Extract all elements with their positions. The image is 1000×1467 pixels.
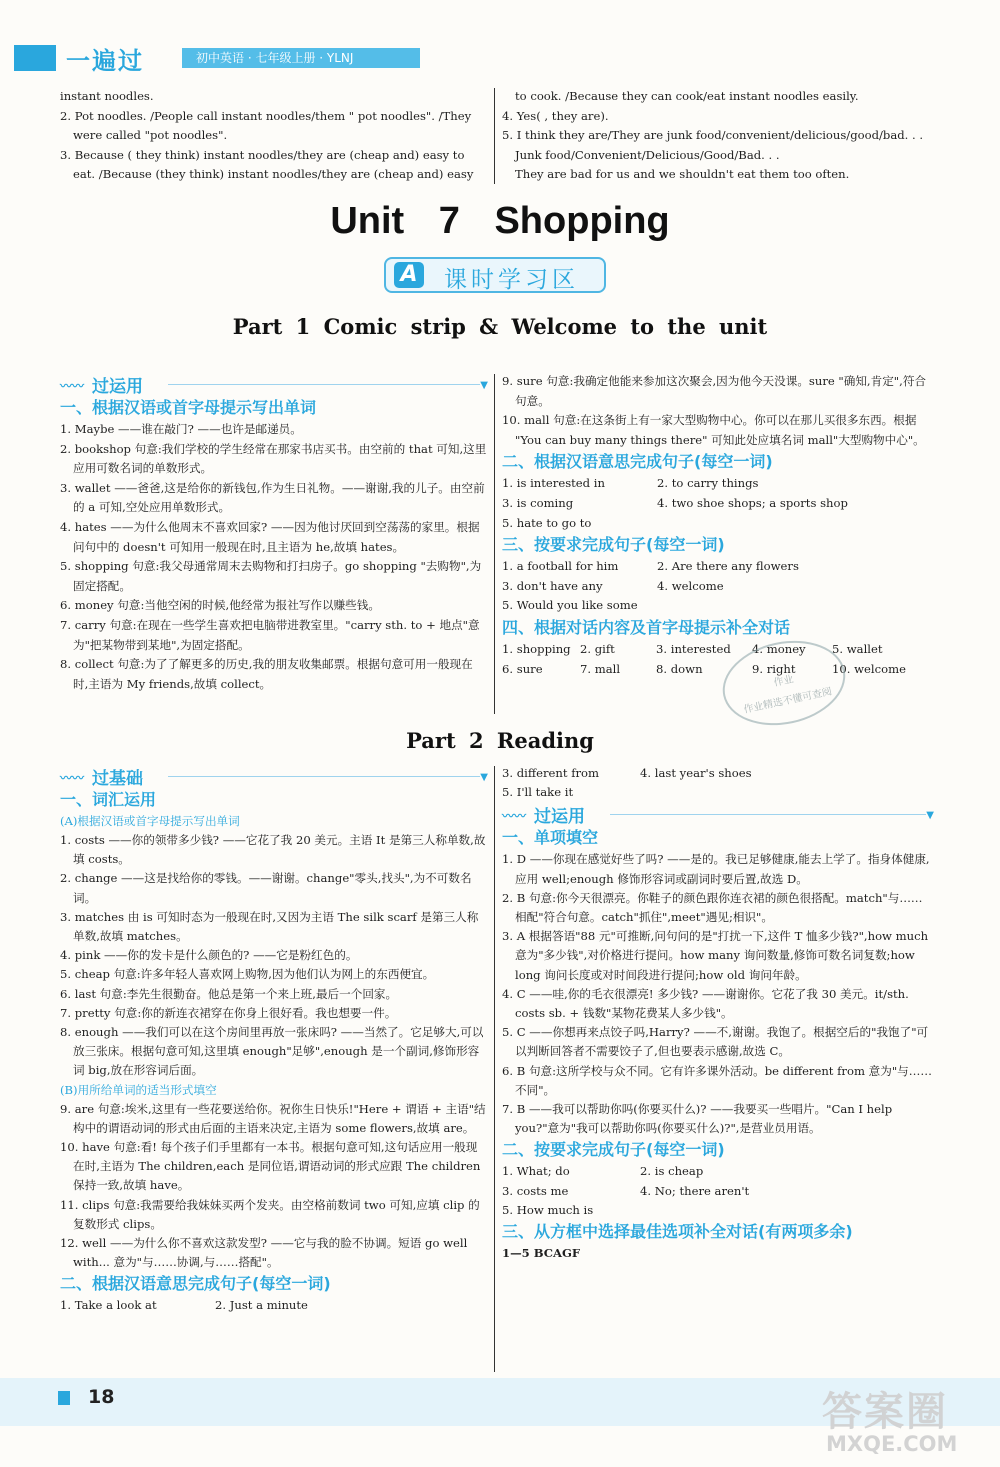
answer-cell: 5. wallet [832,641,883,656]
answer-cell: 5. hate to go to [502,515,592,530]
header-color-block [14,45,56,71]
answer-item: 3. A 根据答语"88 元"可推断,问句问的是"打扰一下,这件 T 恤多少钱?",how much 意为"多少钱",对价格进行提问。how many 询问数量,修饰可数名词复数;how long 询问长度或对时间段进行提问;how old 询问年龄。 [502,929,929,982]
exercise-heading: 二、根据汉语意思完成句子(每空一词) [502,452,773,472]
chevron-down-icon: ▼ [480,380,488,391]
site-watermark [822,1380,992,1460]
answer-line: 2. Pot noodles. /People call instant noodles/them " pot noodles". /They were called "pot noodles". [60,108,472,143]
answer-cell: 6. sure [502,661,543,676]
exercise-heading: 三、从方框中选择最佳选项补全对话(有两项多余) [502,1222,853,1242]
answer-cell: 1. What; do [502,1164,570,1179]
section-badge [384,257,606,293]
answer-row [502,1201,934,1220]
answer-item: 3. matches 由 is 可知时态为一般现在时,又因为主语 The silk scarf 是第三人称单数,故填 matches。 [60,909,479,944]
answer-line: to cook. /Because they can cook/eat instant noodles easily. [515,89,859,103]
exercise-subheading: (A)根据汉语或首字母提示写出单词 [60,814,240,828]
part1-left-column [60,372,488,694]
answer-item: 12. well ——为什么你不喜欢这款发型? ——它与我的脸不协调。短语 go well with... 意为"与……协调,与……搭配"。 [60,1236,468,1270]
answer-row [502,577,934,597]
exercise-subheading: (B)用所给单词的适当形式填空 [60,1082,217,1097]
exercise-heading: 二、按要求完成句子(每空一词) [502,1140,725,1160]
answer-cell: 2. is cheap [640,1164,704,1179]
answer-cell: 3. different from [502,766,599,780]
answer-cell: 4. money [752,641,806,656]
unit-title: Unit 7 Shopping [330,200,670,242]
page-number: 18 [88,1386,115,1408]
answer-row [502,764,934,783]
part1-right-column [502,372,934,679]
answer-row [502,660,934,680]
answer-cell: 10. welcome [832,661,906,676]
answer-cell: 2. gift [580,641,615,656]
exercise-heading: 一、根据汉语或首字母提示写出单词 [60,398,317,417]
answer-item: 3. wallet ——爸爸,这是给你的新钱包,作为生日礼物。——谢谢,我的儿子。由空前的 a 可知,空处应用单数形式。 [60,480,485,515]
header-bar [14,45,420,75]
divider-line [168,384,480,385]
answer-row [502,474,934,494]
watermark-logo-text: 答案圈 [822,1389,948,1435]
column-divider [494,374,495,714]
answer-line: instant noodles. [60,89,154,103]
exercise-heading: 四、根据对话内容及首字母提示补全对话 [502,617,791,637]
wave-icon: 〰〰 [60,771,85,785]
answer-cell: 1. Take a look at [60,1298,157,1313]
answer-row [502,494,934,514]
answer-row [502,514,934,534]
part1-title: Part 1 Comic strip & Welcome to the unit [232,314,768,339]
answer-cell: 4. No; there aren't [640,1183,750,1198]
section-title: 过运用 [534,807,585,828]
answer-cell: 1. shopping [502,641,571,656]
answer-item: 7. carry 句意:在现在一些学生喜欢把电脑带进教室里。"carry sth. to + 地点"意为"把某物带到某地",为固定搭配。 [60,617,480,652]
answer-item: 6. last 句意:李先生很勤奋。他总是第一个来上班,最后一个回家。 [60,986,398,1001]
practice-section-head [502,802,934,826]
answer-item: 5. cheap 句意:许多年轻人喜欢网上购物,因为他们认为网上的东西便宜。 [60,967,435,982]
top-right-continuation [502,87,934,185]
answer-item: 2. bookshop 句意:我们学校的学生经常在那家书店买书。由空前的 that 可知,这里应用可数名词的单数形式。 [60,441,487,476]
exercise-heading: 二、根据汉语意思完成句子(每空一词) [60,1274,331,1294]
answer-row [502,783,934,802]
answer-cell: 2. Just a minute [215,1298,308,1313]
answer-item: 1. Maybe ——谁在敲门? ——也许是邮递员。 [60,422,302,436]
answer-item: 1—5 BCAGF [502,1246,581,1261]
answer-cell: 4. two shoe shops; a sports shop [657,495,848,510]
answer-item: 7. pretty 句意:你的新连衣裙穿在你身上很好看。我也想要一件。 [60,1005,397,1020]
section-title: 过基础 [92,769,143,789]
top-left-continuation [60,87,488,185]
badge-letter: A [394,262,424,288]
chevron-down-icon: ▼ [926,810,934,822]
part2-left-column [60,764,488,1316]
wave-icon: 〰〰 [60,379,85,393]
answer-cell: 7. mall [580,661,621,676]
answer-cell: 4. welcome [657,578,724,593]
answer-item: 4. pink ——你的发卡是什么颜色的? ——它是粉红色的。 [60,948,358,963]
answer-cell: 1. is interested in [502,476,605,491]
answer-item: 8. enough ——我们可以在这个房间里再放一张床吗? ——当然了。它足够大,可以放三张床。根据句意可知,这里填 enough"足够",enough 是一个副词,修饰形容词 big,放在形容词后面。 [60,1025,484,1078]
answer-cell: 3. interested [656,641,731,656]
answer-item: 8. collect 句意:为了了解更多的历史,我的朋友收集邮票。根据句意可用一般现在时,主语为 My friends,故填 collect。 [60,657,473,691]
divider-line [610,814,926,815]
column-divider [494,88,495,184]
answer-line: 5. I think they are/They are junk food/convenient/delicious/good/bad. . . [502,128,924,143]
answer-item: 4. hates ——为什么他周末不喜欢回家? ——因为他讨厌回到空荡荡的家里。根据问句中的 doesn't 可知用一般现在时,且主语为 he,故填 hates。 [60,519,480,554]
column-divider [494,766,495,1372]
brand-logo: 一遍过 [66,47,144,75]
answer-cell: 1. a football for him [502,559,619,574]
answer-item: 4. C ——哇,你的毛衣很漂亮! 多少钱? ——谢谢你。它花了我 30 美元。it/sth. costs sb. + 钱数"某物花费某人多少钱"。 [502,986,909,1021]
answer-cell: 2. Are there any flowers [657,559,799,574]
answer-row [60,1296,488,1315]
answer-item: 2. change ——这是找给你的零钱。——谢谢。change"零头,找头",为不可数名词。 [60,871,472,905]
answer-line: 3. Because ( they think) instant noodles/they are (cheap and) easy to eat. /Because (they think) instant noodles/they are (cheap and) easy [60,147,474,182]
chevron-down-icon: ▼ [480,772,488,783]
answer-cell: 3. don't have any [502,578,603,593]
stamp-text: 作业 [772,674,795,689]
answer-item: 7. B ——我可以帮助你吗(你要买什么)? ——我要买一些唱片。"Can I help you?"意为"我可以帮助你吗(你要买什么)?",是营业员用语。 [502,1102,893,1136]
answer-line: 4. Yes( , they are). [502,108,609,123]
answer-line: They are bad for us and we shouldn't eat them too often. [515,167,850,182]
answer-item: 9. are 句意:埃米,这里有一些花要送给你。祝你生日快乐!"Here + 谓语 + 主语"结构中的谓语动词的形式由后面的主语来决定,主语为 some flowers,故填 are。 [60,1101,486,1135]
answer-item: 10. mall 句意:在这条街上有一家大型购物中心。你可以在那儿买很多东西。根据 "You can buy many things there" 可知此处应填名词 mall"大型购物中心"。 [502,413,925,447]
answer-item: 6. money 句意:当他空闲的时候,他经常为报社写作以赚些钱。 [60,598,380,613]
part2-right-column [502,764,934,1263]
badge-text: 课时学习区 [444,267,579,293]
answer-row [502,557,934,577]
watermark-url: MXQE.COM [826,1432,958,1456]
header-subtitle: 初中英语 · 七年级上册 · YLNJ [182,48,420,68]
exercise-heading: 一、单项填空 [502,828,599,848]
answer-cell: 9. right [752,661,796,676]
answer-cell: 5. How much is [502,1202,594,1217]
answer-cell: 2. to carry things [657,476,759,491]
answer-cell: 3. is coming [502,495,574,510]
answer-item: 1. costs ——你的领带多少钱? ——它花了我 20 美元。主语 It 是第三人称单数,故填 costs。 [60,833,486,867]
wave-icon: 〰〰 [502,809,527,824]
answer-item: 9. sure 句意:我确定他能来参加这次聚会,因为他今天没课。sure "确知,肯定",符合句意。 [502,374,927,408]
answer-cell: 4. last year's shoes [640,766,752,780]
section-title: 过运用 [92,377,143,397]
practice-section-head [60,372,488,396]
answer-item: 11. clips 句意:我需要给我妹妹买两个发夹。由空格前数词 two 可知,应填 clip 的复数形式 clips。 [60,1197,480,1231]
answer-item: 1. D ——你现在感觉好些了吗? ——是的。我已足够健康,能去上学了。指身体健康,应用 well;enough 修饰形容词或副词时要后置,故选 D。 [502,852,930,886]
answer-item: 6. B 句意:这所学校与众不同。它有许多课外活动。be different from 意为"与……不同"。 [502,1063,932,1097]
answer-line: Junk food/Convenient/Delicious/Good/Bad. . . [515,147,780,162]
part2-title: Part 2 Reading [406,728,594,753]
divider-line [168,776,480,777]
answer-cell: 3. costs me [502,1183,569,1198]
exercise-heading: 三、按要求完成句子(每空一词) [502,535,725,555]
answer-cell: 5. Would you like some [502,598,638,613]
answer-row [502,1162,934,1181]
answer-item: 5. shopping 句意:我父母通常周末去购物和打扫房子。go shopping "去购物",为固定搭配。 [60,559,482,593]
answer-row [502,640,934,660]
stamp-text: 作业精选不懂可查阅 [742,686,834,716]
basic-section-head [60,764,488,788]
answer-item: 2. B 句意:你今天很漂亮。你鞋子的颜色跟你连衣裙的颜色很搭配。match"与……相配"符合句意。catch"抓住",meet"遇见;相识"。 [502,890,923,925]
answer-cell: 8. down [656,661,703,676]
exercise-heading: 一、词汇运用 [60,790,157,809]
answer-row [502,596,934,616]
answer-item: 10. have 句意:看! 每个孩子们手里都有一本书。根据句意可知,这句话应用一般现在时,主语为 The children,each 是同位语,谓语动词的形式应跟 The children 保持一致,故填 have。 [60,1140,481,1193]
page-tab [58,1391,70,1405]
answer-item: 5. C ——你想再来点饺子吗,Harry? ——不,谢谢。我饱了。根据空后的"我饱了"可以判断回答者不需要饺子了,但也要表示感谢,故选 C。 [502,1025,929,1059]
answer-row [502,1182,934,1201]
answer-cell: 5. I'll take it [502,785,574,800]
